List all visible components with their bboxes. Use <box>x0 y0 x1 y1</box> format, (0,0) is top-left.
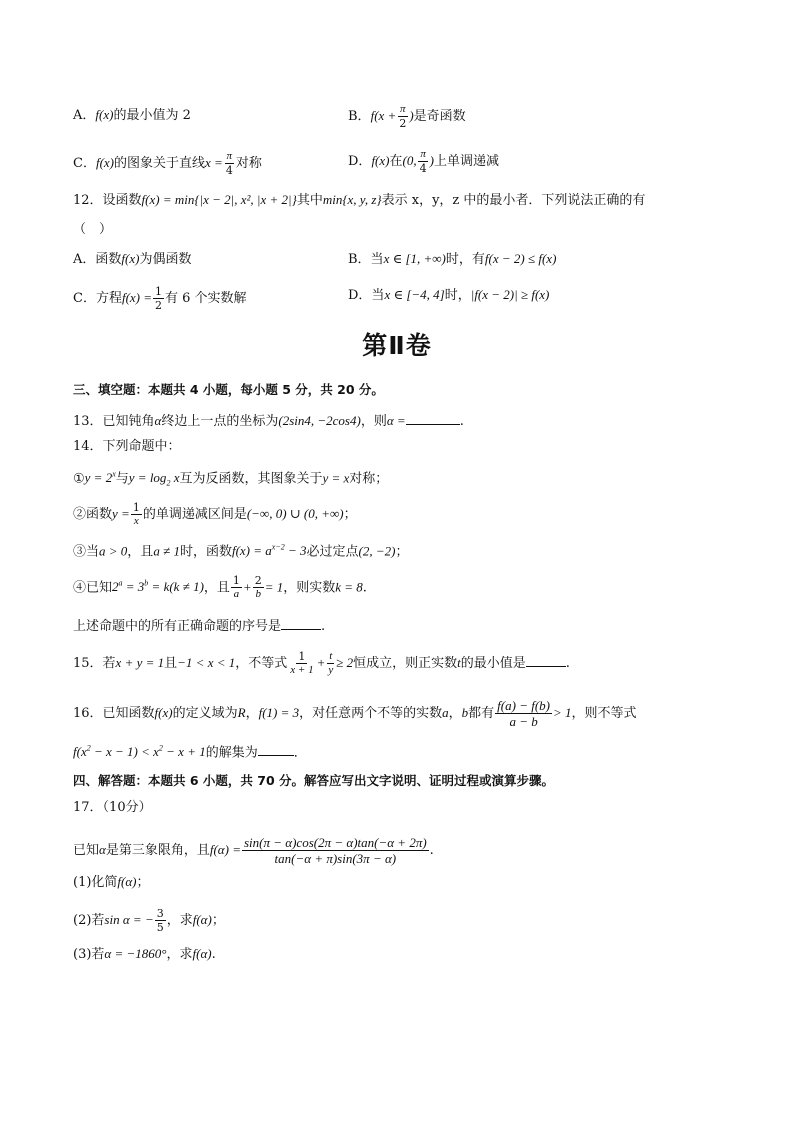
q11-option-a: A．f(x)的最小值为 2 <box>73 107 191 123</box>
q12-option-d: D．当x ∈ [−4, 4]时，|f(x − 2)| ≥ f(x) <box>348 287 550 303</box>
q12-option-b: B．当x ∈ [1, +∞)时，有f(x − 2) ≤ f(x) <box>348 251 557 267</box>
pi-over-2-fraction: $\frac{\pi}{2}$ <box>399 103 407 130</box>
one-half-fraction: $\frac{1}{2}$ <box>155 285 163 312</box>
pi-over-4-fraction: $\frac{\pi}{4}$ <box>419 148 427 175</box>
one-over-x-fraction: $\frac{1}{x}$ <box>132 501 140 527</box>
one-over-x-plus-1-fraction: $\frac{1}{x + 1}$ <box>290 650 314 676</box>
q17-function-fraction: $\frac{\sin(\pi - \alpha)\cos(2\pi - \alpha)\tan(-\alpha + 2\pi)}{\tan(-\alpha + \pi)\sin(3\pi - \alpha)}$ <box>243 835 427 866</box>
answer-blank[interactable] <box>258 741 294 756</box>
q17-label: 17．（10分） <box>73 800 152 815</box>
part3-header: 三、填空题：本题共 4 小题，每小题 5 分，共 20 分。 <box>73 382 384 397</box>
difference-quotient-fraction: $\frac{f(a) - f(b)}{a - b}$ <box>497 698 550 729</box>
q12-answer-paren: （ ） <box>73 222 113 237</box>
q12-stem: 12．设函数f(x) = min{|x − 2|, x², |x + 2|}其中min{x, y, z}表示 x，y，z 中的最小者．下列说法正确的有 <box>73 192 646 208</box>
q14-proposition-4: ④已知$2^a = 3^b = k(k \ne 1)$，且 $\frac{1}{a}$ + $\frac{2}{b}$ = 1，则实数k = 8. <box>73 574 367 601</box>
one-over-a-fraction: $\frac{1}{a}$ <box>232 574 240 601</box>
q16-line-1: 16．已知函数f(x)的定义域为R，f(1) = 3，对任意两个不等的实数a，b都有 $\frac{f(a) - f(b)}{a - b}$ > 1，则不等式 <box>73 698 637 729</box>
answer-blank[interactable] <box>406 410 460 425</box>
t-over-y-fraction: $\frac{t}{y}$ <box>328 650 334 676</box>
q11-option-d: D．f(x)在(0, $\frac{\pi}{4}$ )上单调递减 <box>348 148 499 175</box>
q13: 13．已知钝角α终边上一点的坐标为(2sin4, −2cos4)，则α = . <box>73 410 464 431</box>
q12-option-c: C．方程f(x) = $\frac{1}{2}$ 有 6 个实数解 <box>73 285 247 312</box>
q17-sub-3: (3)若α = −1860°，求f(α). <box>73 946 216 962</box>
q14-proposition-3: ③当a > 0，且a ≠ 1时，函数$f(x) = a^{x-2} - 3$必过定点(2, −2)； <box>73 543 409 560</box>
q17-sub-1: (1)化简f(α)； <box>73 874 150 890</box>
pi-over-4-fraction: $\frac{\pi}{4}$ <box>225 150 233 177</box>
q14-proposition-2: ②函数y = $\frac{1}{x}$ 的单调递减区间是(−∞, 0) ∪ (0, +∞)； <box>73 501 357 527</box>
q17-sub-2: (2)若sin α = − $\frac{3}{5}$ ，求f(α)； <box>73 907 225 934</box>
q15: 15．若x + y = 1且−1 < x < 1，不等式 $\frac{1}{x + 1}$ + $\frac{t}{y}$ ≥ 2恒成立，则正实数t的最小值是 . <box>73 650 570 676</box>
q14-summary: 上述命题中的所有正确命题的序号是 . <box>73 615 325 636</box>
q14-stem: 14．下列命题中： <box>73 439 181 454</box>
answer-blank[interactable] <box>526 652 566 667</box>
q11-option-b: B．f(x + $\frac{\pi}{2}$ )是奇函数 <box>348 103 466 130</box>
section-title: 第Ⅱ卷 <box>362 331 432 360</box>
part4-header: 四、解答题：本题共 6 小题，共 70 分。解答应写出文字说明、证明过程或演算步骤。 <box>73 773 555 788</box>
q11-option-c: C．f(x)的图象关于直线x = $\frac{\pi}{4}$ 对称 <box>73 150 262 177</box>
q16-line-2: $f(x^2 - x - 1) < x^2 - x + 1$的解集为 ． <box>73 740 307 762</box>
q12-option-a: A．函数f(x)为偶函数 <box>73 251 192 267</box>
three-fifths-fraction: $\frac{3}{5}$ <box>156 907 164 934</box>
q17-stem: 已知α是第三象限角，且f(α) = $\frac{\sin(\pi - \alpha)\cos(2\pi - \alpha)\tan(-\alpha + 2\pi)}{\tan(-\alpha + \pi)\sin(3\pi - \alpha)}$ . <box>73 835 434 866</box>
q14-proposition-1: ①y = $2^x$与$y = \log_2 x$互为反函数，其图象关于y = x对称； <box>73 470 389 488</box>
two-over-b-fraction: $\frac{2}{b}$ <box>254 574 262 601</box>
answer-blank[interactable] <box>281 615 321 630</box>
